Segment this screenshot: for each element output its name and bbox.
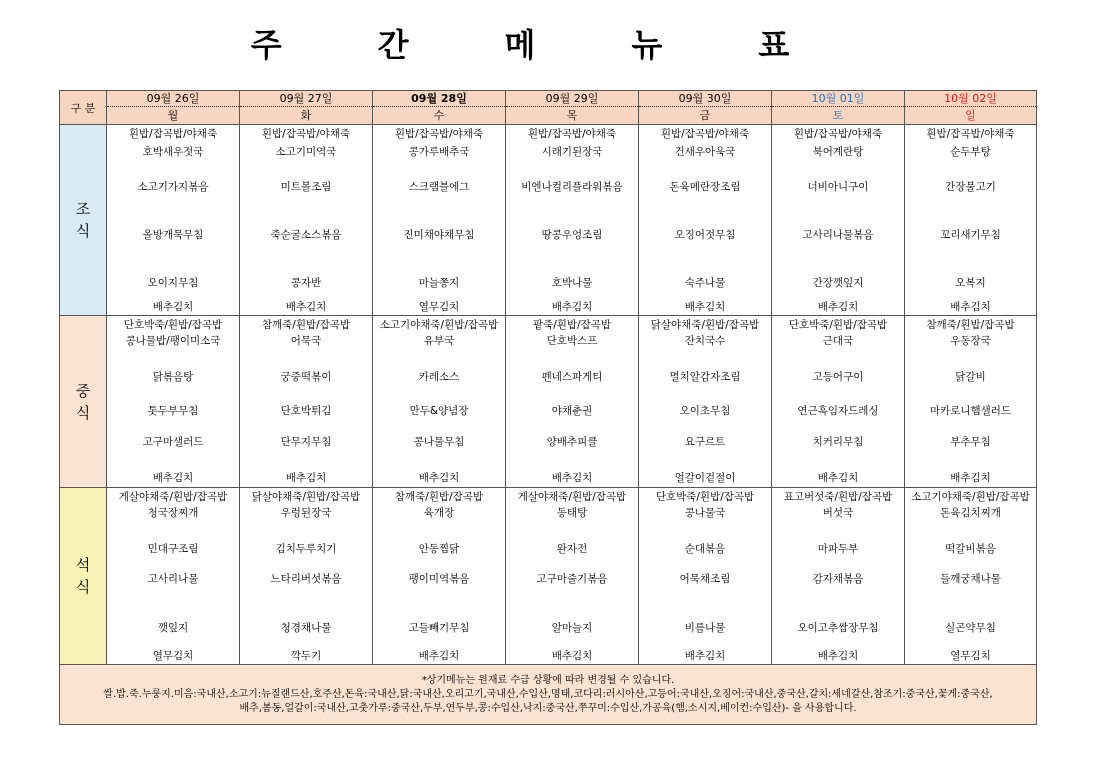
menu-item: 팥죽/흰밥/잡곡밥 [532, 319, 612, 331]
notes-line: *상기메뉴는 원재료 수급 상황에 따라 변경될 수 있습니다. [421, 674, 675, 686]
dinner-cell-mon [107, 488, 240, 665]
menu-item: 오이초무침 [679, 405, 731, 417]
menu-item: 너비아니구이 [807, 181, 869, 193]
day-date: 09월 26일 [107, 91, 239, 107]
notes-cell [60, 665, 1037, 725]
menu-item: 알마늘지 [551, 622, 593, 634]
menu-item: 배추김치 [285, 301, 327, 313]
breakfast-cell-sat [772, 125, 905, 316]
menu-item: 연근흑임자드레싱 [797, 405, 879, 417]
menu-item: 콩자반 [290, 277, 322, 289]
menu-item: 고등어구이 [812, 371, 864, 383]
breakfast-cell-fri [639, 125, 772, 316]
page-title [0, 20, 1040, 66]
menu-item: 깍두기 [290, 650, 322, 662]
menu-item: 부추무침 [950, 436, 991, 448]
menu-item: 멸치알감자조림 [669, 371, 741, 383]
menu-item: 우렁된장국 [280, 507, 332, 519]
day-header-sun [905, 91, 1037, 125]
lunch-cell-sun [905, 316, 1037, 488]
title-char: 뉴 [631, 26, 663, 64]
day-header-sat [772, 91, 905, 125]
menu-item: 꼬리새기무침 [940, 229, 1001, 241]
day-header-tue [240, 91, 373, 125]
menu-item: 간장불고기 [945, 181, 996, 193]
meal-label-char: 중 [75, 381, 91, 400]
menu-item: 비름나물 [684, 622, 726, 634]
menu-item: 단호박죽/흰밥/잡곡밥 [788, 319, 888, 331]
menu-item: 게살야채죽/흰밥/잡곡밥 [118, 491, 228, 503]
menu-item: 닭갈비 [955, 371, 986, 383]
menu-item: 버섯국 [822, 507, 854, 519]
menu-item: 만두&양념장 [409, 405, 469, 417]
day-date: 09월 30일 [639, 91, 771, 107]
menu-item: 안동찜닭 [418, 543, 460, 555]
meal-label-char: 식 [75, 403, 91, 422]
meal-label-char: 조 [75, 200, 91, 218]
menu-item: 실곤약무침 [945, 622, 996, 634]
day-of-week: 토 [832, 109, 844, 122]
dinner-label [60, 488, 107, 665]
menu-item: 양배추피클 [546, 436, 598, 448]
menu-item: 오징어젓무침 [674, 229, 736, 241]
day-date: 10월 01일 [772, 91, 904, 107]
breakfast-cell-wed [373, 125, 506, 316]
notes-line: 쌀.밥.죽.누룽지.미음:국내산,소고기:뉴질랜드산,호주산,돈육:국내산,닭:국내산,오리고기,국내산,수입산,명태,코다리:러시아산,고등어:국내산,오징어:국내산,중국산,갈치:세네갈산,참조기:중국산,꽃게:중국산, [103, 688, 993, 700]
menu-item: 배추김치 [684, 301, 726, 313]
dinner-cell-wed [373, 488, 506, 665]
menu-item: 깻잎지 [157, 622, 189, 634]
menu-item: 흰밥/잡곡밥/야채죽 [926, 128, 1015, 140]
breakfast-cell-sun [905, 125, 1037, 316]
menu-item: 배추김치 [418, 472, 460, 484]
menu-item: 민대구조림 [147, 543, 199, 555]
menu-item: 미트볼조림 [280, 181, 332, 193]
day-header-fri [639, 91, 772, 125]
menu-item: 고구마줄기볶음 [536, 573, 608, 585]
menu-item: 죽순굴소스볶음 [270, 229, 342, 241]
lunch-label [60, 316, 107, 488]
menu-item: 요구르트 [684, 436, 726, 448]
menu-item: 흰밥/잡곡밥/야채죽 [527, 128, 617, 140]
day-date: 09월 28일 [373, 91, 505, 107]
lunch-cell-wed [373, 316, 506, 488]
menu-item: 흰밥/잡곡밥/야채죽 [261, 128, 351, 140]
menu-item: 참깨죽/흰밥/잡곡밥 [261, 319, 351, 331]
menu-item: 숙주나물 [684, 277, 726, 289]
menu-item: 마파두부 [817, 543, 859, 555]
menu-item: 배추김치 [152, 472, 194, 484]
meal-label-char: 식 [75, 578, 91, 596]
menu-item: 치커리무침 [812, 436, 864, 448]
menu-item: 김치두루치기 [275, 543, 337, 555]
notes-row [60, 665, 1037, 725]
menu-item: 흰밥/잡곡밥/야채죽 [128, 128, 218, 140]
menu-item: 근대국 [822, 335, 854, 347]
menu-item: 배추김치 [950, 301, 991, 313]
meal-label-char: 석 [75, 556, 91, 574]
lunch-cell-tue [240, 316, 373, 488]
day-date: 10월 02일 [905, 91, 1036, 107]
menu-item: 소고기야채죽/흰밥/잡곡밥 [911, 491, 1030, 503]
menu-item: 북어계란탕 [812, 146, 864, 158]
dinner-cell-sat [772, 488, 905, 665]
menu-item: 흰밥/잡곡밥/야채죽 [660, 128, 750, 140]
menu-item: 감자채볶음 [812, 573, 864, 585]
breakfast-label [60, 125, 107, 316]
menu-item: 배추김치 [950, 472, 991, 484]
meal-label-char: 식 [75, 222, 91, 240]
menu-item: 궁중떡볶이 [280, 371, 332, 383]
dinner-row [60, 488, 1037, 665]
menu-item: 흰밥/잡곡밥/야채죽 [793, 128, 883, 140]
breakfast-row [60, 125, 1037, 316]
day-of-week: 일 [965, 109, 976, 122]
menu-item: 소고기미역국 [275, 146, 337, 158]
day-of-week: 화 [300, 109, 312, 122]
menu-item: 어묵채조림 [679, 573, 731, 585]
day-of-week: 월 [167, 109, 179, 122]
dinner-cell-tue [240, 488, 373, 665]
breakfast-cell-thu [506, 125, 639, 316]
menu-item: 게살야채죽/흰밥/잡곡밥 [517, 491, 627, 503]
menu-item: 콩나물무침 [413, 436, 465, 448]
menu-item: 콩나물밥/팽이미소국 [125, 335, 221, 347]
header-row [60, 91, 1037, 125]
menu-item: 닭살야채죽/흰밥/잡곡밥 [251, 491, 361, 503]
menu-item: 우동장국 [950, 335, 991, 347]
menu-item: 올방개묵무침 [142, 229, 204, 241]
menu-item: 단호박죽/흰밥/잡곡밥 [655, 491, 755, 503]
menu-item: 배추김치 [285, 472, 327, 484]
menu-item: 표고버섯죽/흰밥/잡곡밥 [783, 491, 893, 503]
menu-item: 오이고추쌈장무침 [797, 622, 879, 634]
menu-item: 배추김치 [418, 650, 460, 662]
lunch-cell-thu [506, 316, 639, 488]
menu-item: 잔치국수 [684, 335, 726, 347]
menu-item: 고사리나물볶음 [802, 229, 874, 241]
breakfast-cell-mon [107, 125, 240, 316]
menu-item: 진미채야채무침 [403, 229, 475, 241]
menu-item: 톳두부무침 [147, 405, 199, 417]
menu-item: 유부국 [423, 335, 455, 347]
weekly-menu-table [59, 90, 1037, 725]
menu-item: 순대볶음 [684, 543, 726, 555]
notes-line: 배추,봄동,얼갈이:국내산,고춧가루:중국산,두부,연두부,콩:수입산,낙지:중국산,쭈꾸미:수입산,가공육(햄,소시지,베이컨:수입산)- 을 사용합니다. [239, 702, 857, 714]
menu-item: 얼갈이겉절이 [674, 472, 736, 484]
menu-item: 열무김치 [950, 650, 991, 662]
menu-item: 배추김치 [152, 301, 194, 313]
menu-item: 떡갈비볶음 [945, 543, 996, 555]
menu-item: 닭볶음탕 [152, 371, 194, 383]
menu-item: 시래기된장국 [541, 146, 603, 158]
menu-item: 청경채나물 [280, 622, 332, 634]
menu-item: 육개장 [423, 507, 455, 519]
menu-item: 고들빼기무침 [408, 622, 470, 634]
title-char: 주 [250, 26, 282, 64]
menu-item: 배추김치 [817, 301, 859, 313]
day-of-week: 수 [433, 109, 445, 122]
menu-item: 참깨죽/흰밥/잡곡밥 [926, 319, 1015, 331]
dinner-cell-sun [905, 488, 1037, 665]
menu-item: 오복지 [955, 277, 986, 289]
title-char: 간 [377, 26, 409, 64]
menu-item: 펜네스파게티 [541, 371, 603, 383]
breakfast-cell-tue [240, 125, 373, 316]
menu-item: 고구마샐러드 [142, 436, 204, 448]
lunch-cell-mon [107, 316, 240, 488]
lunch-cell-sat [772, 316, 905, 488]
day-header-mon [107, 91, 240, 125]
menu-item: 배추김치 [817, 650, 859, 662]
menu-item: 돈육메란장조림 [669, 181, 741, 193]
menu-item: 야채춘권 [551, 405, 593, 417]
dinner-cell-thu [506, 488, 639, 665]
menu-item: 느타리버섯볶음 [270, 573, 342, 585]
menu-item: 배추김치 [817, 472, 859, 484]
day-header-wed [373, 91, 506, 125]
menu-item: 마늘쫑지 [418, 277, 460, 289]
menu-item: 팽이미역볶음 [408, 573, 470, 585]
day-of-week: 금 [699, 109, 711, 122]
menu-item: 열무김치 [418, 301, 460, 313]
menu-item: 단호박튀김 [280, 405, 332, 417]
menu-item: 단호박죽/흰밥/잡곡밥 [123, 319, 223, 331]
menu-item: 청국장찌개 [147, 507, 199, 519]
day-of-week: 목 [566, 109, 578, 122]
menu-item: 비엔나컬리플라워볶음 [521, 181, 623, 193]
menu-item: 단호박스프 [546, 335, 598, 347]
menu-item: 간장깻잎지 [812, 277, 864, 289]
day-header-thu [506, 91, 639, 125]
menu-item: 완자전 [556, 543, 588, 555]
menu-item: 순두부탕 [950, 146, 991, 158]
dinner-cell-fri [639, 488, 772, 665]
menu-item: 열무김치 [152, 650, 194, 662]
day-date: 09월 29일 [506, 91, 638, 107]
menu-item: 닭살야채죽/흰밥/잡곡밥 [650, 319, 760, 331]
menu-item: 땅콩우엉조림 [541, 229, 603, 241]
menu-item: 돈육김치찌개 [940, 507, 1001, 519]
lunch-row [60, 316, 1037, 488]
menu-item: 콩가루배추국 [408, 146, 470, 158]
menu-item: 배추김치 [551, 472, 593, 484]
menu-item: 스크램블에그 [408, 181, 470, 193]
menu-item: 건새우아욱국 [674, 146, 736, 158]
menu-item: 단무지무침 [280, 436, 332, 448]
menu-item: 참깨죽/흰밥/잡곡밥 [394, 491, 484, 503]
menu-item: 카레소스 [418, 371, 460, 383]
menu-item: 콩나물국 [684, 507, 726, 519]
lunch-cell-fri [639, 316, 772, 488]
menu-item: 소고기가지볶음 [137, 181, 209, 193]
menu-item: 배추김치 [551, 301, 593, 313]
menu-item: 배추김치 [684, 650, 726, 662]
day-date: 09월 27일 [240, 91, 372, 107]
title-char: 메 [504, 26, 536, 64]
menu-item: 호박나물 [551, 277, 593, 289]
header-label: 구 분 [60, 91, 107, 125]
menu-item: 배추김치 [551, 650, 593, 662]
menu-item: 마카로니햄샐러드 [929, 405, 1012, 417]
menu-item: 흰밥/잡곡밥/야채죽 [394, 128, 484, 140]
menu-item: 소고기야채죽/흰밥/잡곡밥 [379, 319, 499, 331]
menu-item: 어묵국 [290, 335, 322, 347]
menu-item: 들깨궁채나물 [940, 573, 1001, 585]
menu-item: 동태탕 [556, 507, 588, 519]
menu-item: 고사리나물 [147, 573, 199, 585]
title-char: 표 [758, 26, 790, 64]
menu-item: 오이지무침 [147, 277, 199, 289]
menu-item: 호박새우젓국 [142, 146, 204, 158]
